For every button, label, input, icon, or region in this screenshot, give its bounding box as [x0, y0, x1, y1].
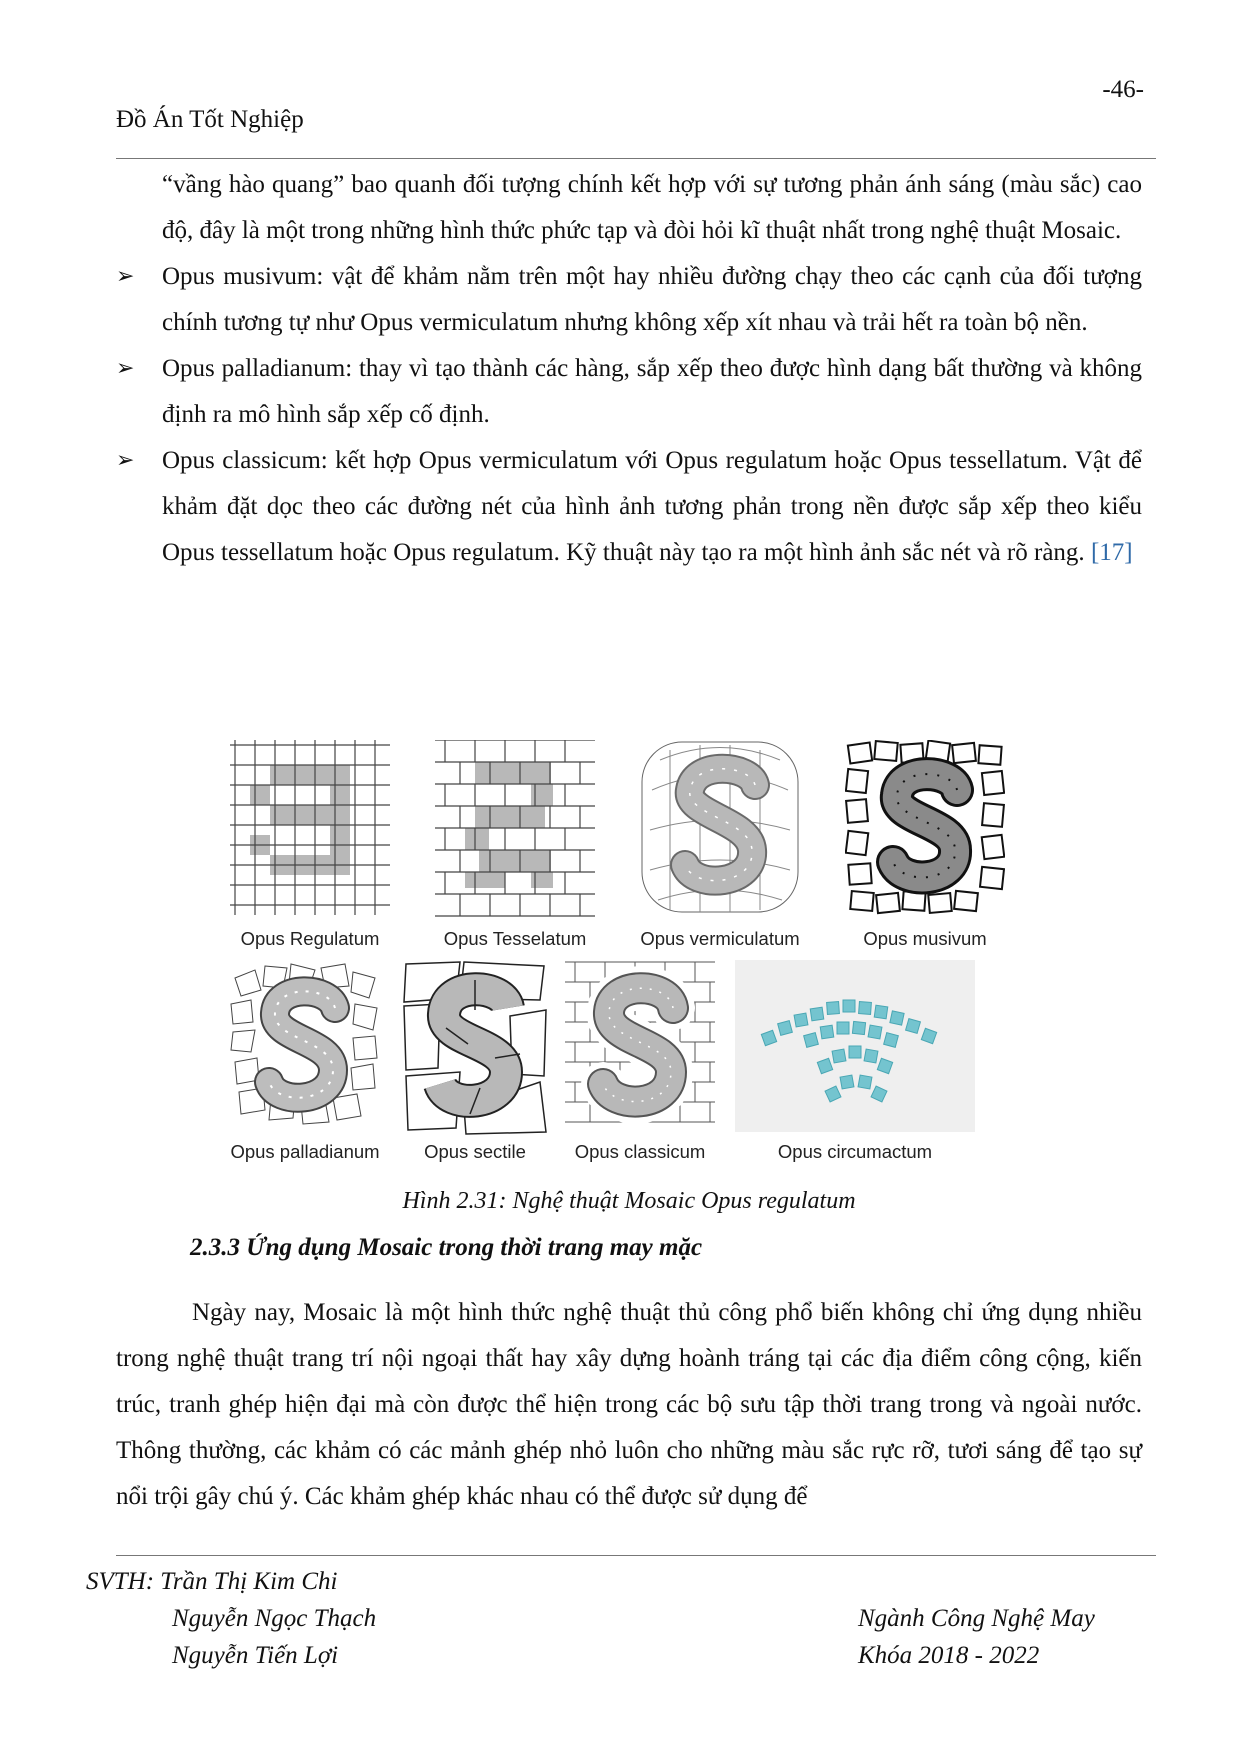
- opus-palladianum-image: [225, 958, 385, 1162]
- footer-course: Khóa 2018 - 2022: [858, 1642, 1040, 1669]
- bullet-opus-classicum: [116, 438, 1142, 576]
- footer-member-2: Nguyễn Ngọc Thạch: [172, 1605, 377, 1632]
- figure-caption: Hình 2.31: Nghệ thuật Mosaic Opus regulatum: [402, 1188, 856, 1214]
- section-heading: 2.3.3 Ứng dụng Mosaic trong thời trang may mặc: [190, 1234, 703, 1261]
- opus-regulatum-image: [230, 740, 390, 949]
- opus-sectile-image: [400, 958, 550, 1162]
- lower-text-block: [116, 1290, 1142, 1520]
- citation-link[interactable]: [17]: [1090, 539, 1133, 566]
- label-opus-regulatum: Opus Regulatum: [240, 928, 380, 949]
- upper-text-block: [116, 162, 1142, 576]
- grid-mosaic-illustration: [230, 740, 390, 925]
- bullet-text: Opus musivum: vật để khảm nằm trên một hay nhiều đường chạy theo các cạnh của đối tượng chính tương tự như Opus vermiculatum nhưng không xếp xít nhau và trải hết ra toàn bộ nền.: [162, 263, 1142, 336]
- arrow-bullet-icon: ➢: [116, 448, 135, 473]
- intro-continuation: “vầng hào quang” bao quanh đối tượng chính kết hợp với sự tương phản ánh sáng (màu sắc) cao độ, đây là một trong những hình thức phức tạp và đòi hỏi kĩ thuật nhất trong nghệ thuật Mosaic.: [162, 171, 1142, 244]
- arrow-bullet-icon: ➢: [116, 356, 135, 381]
- label-opus-vermiculatum: Opus vermiculatum: [640, 928, 800, 949]
- opus-circumactum-image: [735, 960, 975, 1162]
- label-opus-sectile: Opus sectile: [424, 1141, 526, 1162]
- bullet-text: Opus palladianum: thay vì tạo thành các hàng, sắp xếp theo được hình dạng bất thường và không định ra mô hình sắp xếp cố định.: [162, 355, 1142, 428]
- footer-major: Ngành Công Nghệ May: [858, 1605, 1095, 1632]
- arrow-bullet-icon: ➢: [116, 264, 135, 289]
- footer-member-3: Nguyễn Tiến Lợi: [172, 1642, 339, 1669]
- header-divider: [116, 158, 1156, 159]
- bullet-opus-musivum: [116, 254, 1142, 346]
- bullet-opus-palladianum: [116, 346, 1142, 438]
- label-opus-musivum: Opus musivum: [863, 928, 987, 949]
- document-title: Đồ Án Tốt Nghiệp: [116, 106, 304, 133]
- opus-musivum-image: [845, 740, 1005, 949]
- label-opus-palladianum: Opus palladianum: [230, 1141, 380, 1162]
- footer-divider: [116, 1555, 1156, 1556]
- mosaic-figure: [220, 740, 1060, 1180]
- opus-classicum-image: [565, 958, 715, 1162]
- bullet-text: Opus classicum: kết hợp Opus vermiculatum với Opus regulatum hoặc Opus tessellatum. Vật để khảm đặt dọc theo các đường nét của hình ảnh tương phản trong nền được sắp xếp theo kiểu Opus tessellatum hoặc Opus regulatum. Kỹ thuật này tạo ra một hình ảnh sắc nét và rõ ràng.: [162, 447, 1142, 566]
- label-opus-classicum: Opus classicum: [574, 1141, 706, 1162]
- opus-vermiculatum-image: [640, 740, 800, 949]
- label-opus-tesselatum: Opus Tesselatum: [443, 928, 587, 949]
- opus-tesselatum-image: [435, 740, 595, 949]
- footer-svth: SVTH: Trần Thị Kim Chi: [86, 1568, 338, 1595]
- body-paragraph: Ngày nay, Mosaic là một hình thức nghệ thuật thủ công phổ biến không chỉ ứng dụng nhiều trong nghệ thuật trang trí nội ngoại thất hay xây dựng hoành tráng tại các địa điểm công cộng, kiến trúc, tranh ghép hiện đại mà còn được thể hiện trong các bộ sưu tập thời trang trong và ngoài nước. Thông thường, các khảm có các mảnh ghép nhỏ luôn cho những màu sắc rực rỡ, tươi sáng để tạo sự nổi trội gây chú ý. Các khảm ghép khác nhau có thể được sử dụng để: [116, 1299, 1142, 1510]
- page-number: -46-: [1102, 76, 1144, 103]
- label-opus-circumactum: Opus circumactum: [777, 1141, 933, 1162]
